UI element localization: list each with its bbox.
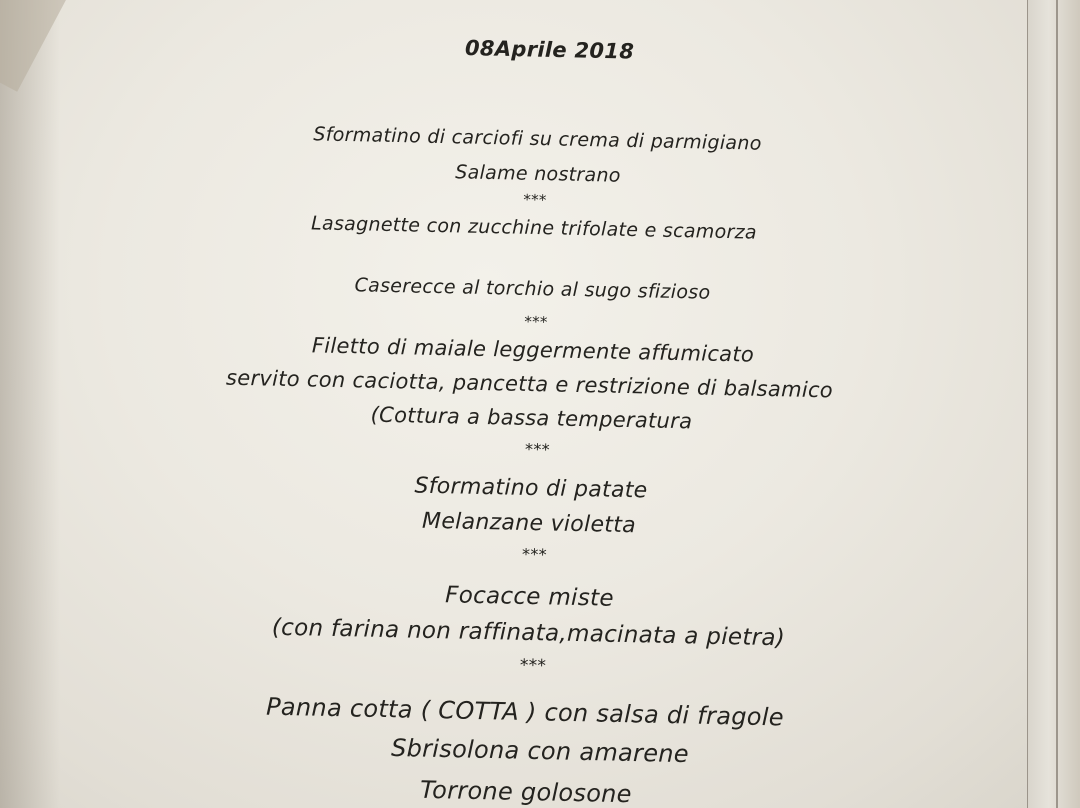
menu-separator: *** (523, 190, 547, 210)
menu-separator: *** (524, 439, 551, 460)
menu-line: Salame nostrano (455, 161, 621, 187)
menu-line: Sformatino di carciofi su crema di parmigiano (313, 123, 762, 155)
menu-separator: *** (524, 312, 548, 332)
menu-date: 08Aprile 2018 (464, 36, 635, 64)
binder-edge (1027, 0, 1080, 808)
page-shadow (0, 0, 60, 808)
menu-line: servito con caciotta, pancetta e restrizione di balsamico (225, 365, 834, 403)
menu-line: Focacce miste (444, 582, 615, 612)
menu-line: Lasagnette con zucchine trifolate e scamorza (310, 212, 758, 244)
menu-line: Caserecce al torchio al sugo sfizioso (354, 274, 711, 304)
menu-line: Melanzane violetta (421, 508, 637, 539)
menu-separator: *** (521, 544, 548, 565)
menu-line: (con farina non raffinata,macinata a pietra) (271, 614, 786, 652)
menu-line: Sbrisolona con amarene (390, 733, 690, 769)
menu-separator: *** (519, 655, 547, 677)
menu-line: Sformatino di patate (414, 473, 648, 504)
binder-edge-line (1056, 0, 1058, 808)
menu-line: Filetto di maiale leggermente affumicato (311, 333, 755, 367)
menu-line: Torrone golosone (419, 775, 633, 808)
menu-line: Panna cotta ( COTTA ) con salsa di fragole (265, 692, 785, 732)
menu-line: (Cottura a bassa temperatura (370, 402, 693, 434)
